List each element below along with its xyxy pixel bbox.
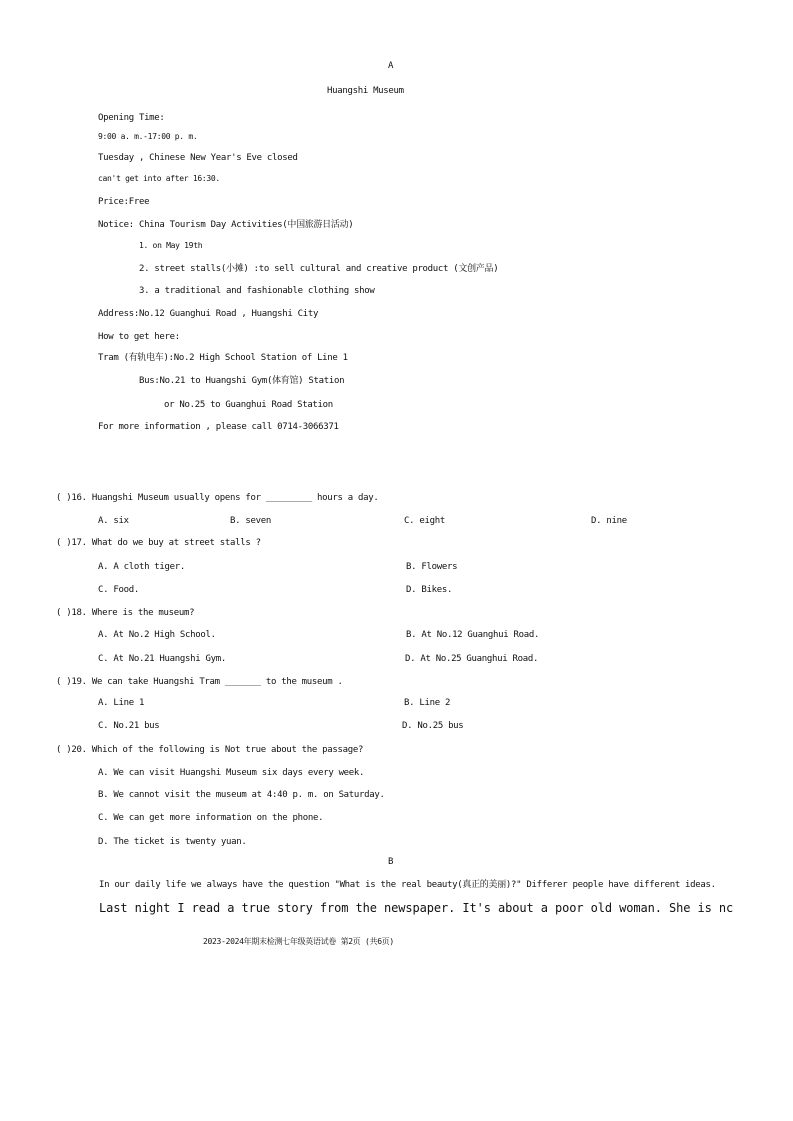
option: B. We cannot visit the museum at 4:40 p. m. on Saturday.: [98, 790, 385, 800]
option: B. Line 2: [404, 698, 451, 708]
option: C. eight: [404, 516, 445, 526]
option: C. At No.21 Huangshi Gym.: [98, 654, 226, 664]
passage-b-line: In our daily life we always have the question "What is the real beauty(真正的美丽)?" Differer people have different ideas.: [99, 880, 716, 890]
option: A. A cloth tiger.: [98, 562, 186, 572]
option: A. Line 1: [98, 698, 145, 708]
option: C. Food.: [98, 585, 139, 595]
option: B. Flowers: [406, 562, 458, 572]
opening-hours: 9:00 a. m.-17:00 p. m.: [98, 132, 198, 141]
option: D. No.25 bus: [402, 721, 464, 731]
question-stem: ( )19. We can take Huangshi Tram _______ to the museum .: [56, 677, 343, 687]
option: A. At No.2 High School.: [98, 630, 216, 640]
question-stem: ( )18. Where is the museum?: [56, 608, 195, 618]
notice-item: 3. a traditional and fashionable clothing show: [139, 286, 375, 296]
price: Price:Free: [98, 197, 150, 207]
option: D. Bikes.: [406, 585, 453, 595]
tram-info: Tram (有轨电车):No.2 High School Station of Line 1: [98, 353, 348, 363]
opening-time-label: Opening Time:: [98, 113, 165, 123]
question-stem: ( )17. What do we buy at street stalls ?: [56, 538, 261, 548]
passage-a-title: Huangshi Museum: [327, 86, 404, 96]
option: B. seven: [230, 516, 271, 526]
passage-b-letter: B: [388, 857, 394, 867]
notice: Notice: China Tourism Day Activities(中国旅游日活动): [98, 220, 354, 230]
notice-item: 2. street stalls(小摊) :to sell cultural and creative product (文创产品): [139, 264, 499, 274]
question-stem: ( )16. Huangshi Museum usually opens for _________ hours a day.: [56, 493, 379, 503]
bus-info: Bus:No.21 to Huangshi Gym(体育馆) Station: [139, 376, 345, 386]
option: B. At No.12 Guanghui Road.: [406, 630, 540, 640]
page-footer: 2023-2024年期末检测七年级英语试卷 第2页 (共6页): [203, 937, 394, 946]
option: D. nine: [591, 516, 627, 526]
address: Address:No.12 Guanghui Road , Huangshi City: [98, 309, 319, 319]
notice-item: 1. on May 19th: [139, 241, 203, 250]
option: D. At No.25 Guanghui Road.: [405, 654, 539, 664]
last-entry: can't get into after 16:30.: [98, 174, 220, 183]
passage-b-line: Last night I read a true story from the newspaper. It's about a poor old woman. She is nc: [99, 901, 734, 915]
more-info: For more information , please call 0714-3066371: [98, 422, 339, 432]
option: C. No.21 bus: [98, 721, 160, 731]
question-stem: ( )20. Which of the following is Not true about the passage?: [56, 745, 364, 755]
passage-a-letter: A: [388, 61, 394, 71]
bus-info-alt: or No.25 to Guanghui Road Station: [164, 400, 333, 410]
option: A. We can visit Huangshi Museum six days every week.: [98, 768, 365, 778]
closed-days: Tuesday , Chinese New Year's Eve closed: [98, 153, 298, 163]
option: A. six: [98, 516, 129, 526]
option: D. The ticket is twenty yuan.: [98, 837, 247, 847]
option: C. We can get more information on the phone.: [98, 813, 324, 823]
how-to-get-label: How to get here:: [98, 332, 180, 342]
